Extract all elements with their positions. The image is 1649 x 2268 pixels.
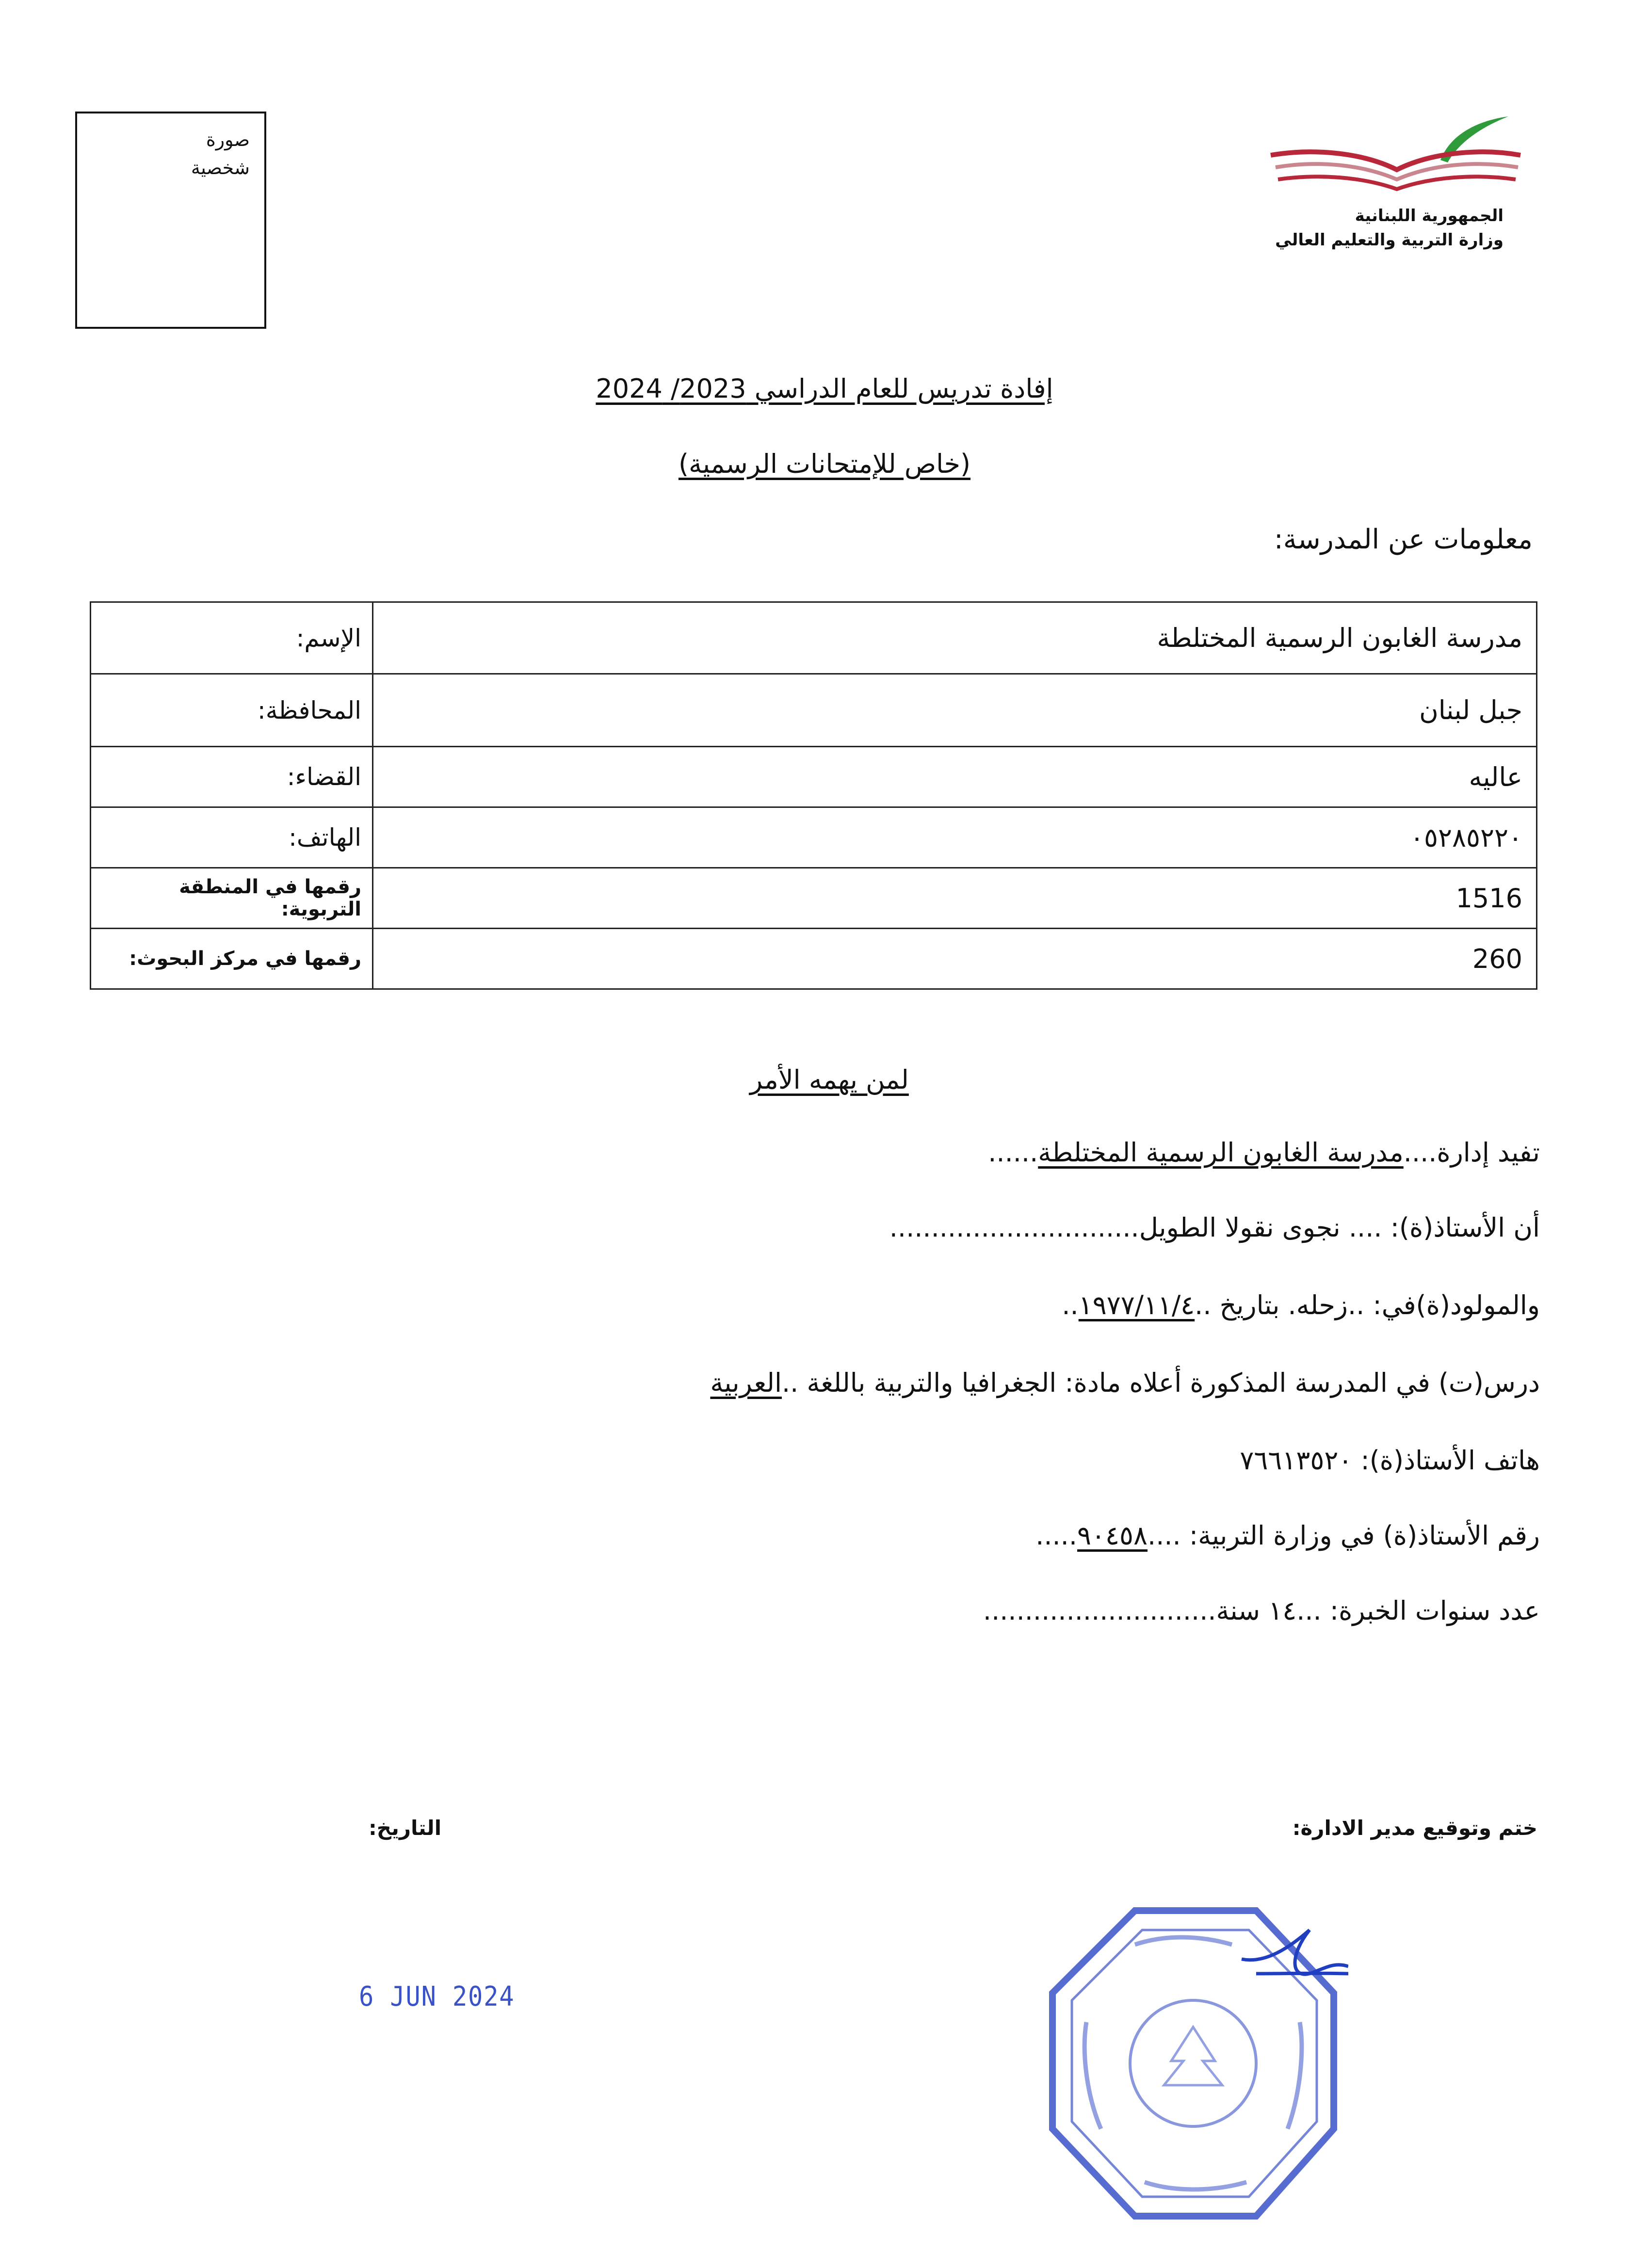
research-center-number-value: 260 — [373, 929, 1537, 989]
statement-line-teacher-phone: هاتف الأستاذ(ة): ٧٦٦١٣٥٢٠ — [1240, 1445, 1540, 1476]
statement-line-teacher: أن الأستاذ(ة): .... نجوى نقولا الطويل.............................. — [889, 1212, 1540, 1243]
table-row — [91, 868, 1537, 929]
phone-value: ٠٥٢٨٥٢٢٠ — [373, 807, 1537, 868]
certificate-title: إفادة تدريس للعام الدراسي 2023/ 2024 — [596, 373, 1053, 404]
school-name-value: مدرسة الغابون الرسمية المختلطة — [373, 602, 1537, 674]
governorate-label: المحافظة: — [91, 674, 373, 747]
school-info-table — [90, 601, 1537, 990]
personal-photo-box — [75, 112, 266, 329]
date-label: التاريخ: — [369, 1816, 442, 1840]
logo-ministry-text: وزارة التربية والتعليم العالي — [1275, 230, 1504, 250]
birth-date: ١٩٧٧/١١/٤ — [1078, 1290, 1195, 1320]
district-label: القضاء: — [91, 747, 373, 807]
educational-zone-number-label: رقمها في المنطقة التربوية: — [91, 868, 373, 929]
subject-prefix: درس(ت) في المدرسة المذكورة أعلاه مادة: الجغرافيا والتربية باللغة .. — [781, 1367, 1540, 1398]
table-row — [91, 674, 1537, 747]
certificate-subtitle: (خاص للإمتحانات الرسمية) — [678, 449, 971, 479]
school-info-heading: معلومات عن المدرسة: — [1274, 524, 1533, 555]
phone-label: الهاتف: — [91, 807, 373, 868]
ministry-number: ٩٠٤٥٨ — [1077, 1520, 1148, 1551]
ministry-number-prefix: رقم الأستاذ(ة) في وزارة التربية: .... — [1148, 1520, 1540, 1551]
table-row — [91, 602, 1537, 674]
table-row — [91, 929, 1537, 989]
administration-suffix: ...... — [988, 1137, 1038, 1168]
statement-line-ministry-number — [1035, 1520, 1540, 1551]
statement-line-subject — [710, 1367, 1540, 1398]
table-row — [91, 807, 1537, 868]
table-row — [91, 747, 1537, 807]
birth-suffix: .. — [1062, 1290, 1079, 1320]
teaching-language: العربية — [710, 1367, 782, 1398]
photo-caption-line2: شخصية — [191, 157, 250, 178]
birth-prefix: والمولود(ة)في: ..زحله. بتاريخ .. — [1195, 1290, 1540, 1320]
school-name-label: الإسم: — [91, 602, 373, 674]
official-school-stamp — [1038, 1901, 1348, 2231]
photo-caption-line1: صورة — [206, 129, 250, 150]
statement-line-birth — [1062, 1290, 1540, 1320]
logo-republic-text: الجمهورية اللبنانية — [1355, 206, 1504, 225]
statement-line-experience: عدد سنوات الخبرة: ...١٤ سنة............................ — [983, 1595, 1540, 1626]
statement-line-administration — [988, 1137, 1540, 1168]
district-value: عاليه — [373, 747, 1537, 807]
educational-zone-number-value: 1516 — [373, 868, 1537, 929]
governorate-value: جبل لبنان — [373, 674, 1537, 747]
date-stamp: 6 JUN 2024 — [359, 1981, 515, 2012]
ministry-logo — [1256, 107, 1528, 267]
to-whom-heading: لمن يهمه الأمر — [750, 1064, 909, 1095]
open-book-logo-icon — [1256, 107, 1528, 204]
photo-box-caption — [104, 126, 250, 182]
administration-school-name: مدرسة الغابون الرسمية المختلطة — [1038, 1137, 1404, 1168]
research-center-number-label: رقمها في مركز البحوث: — [91, 929, 373, 989]
ministry-number-suffix: ..... — [1035, 1520, 1078, 1551]
signature-label: ختم وتوقيع مدير الادارة: — [1292, 1816, 1537, 1840]
administration-prefix: تفيد إدارة.... — [1403, 1137, 1540, 1168]
